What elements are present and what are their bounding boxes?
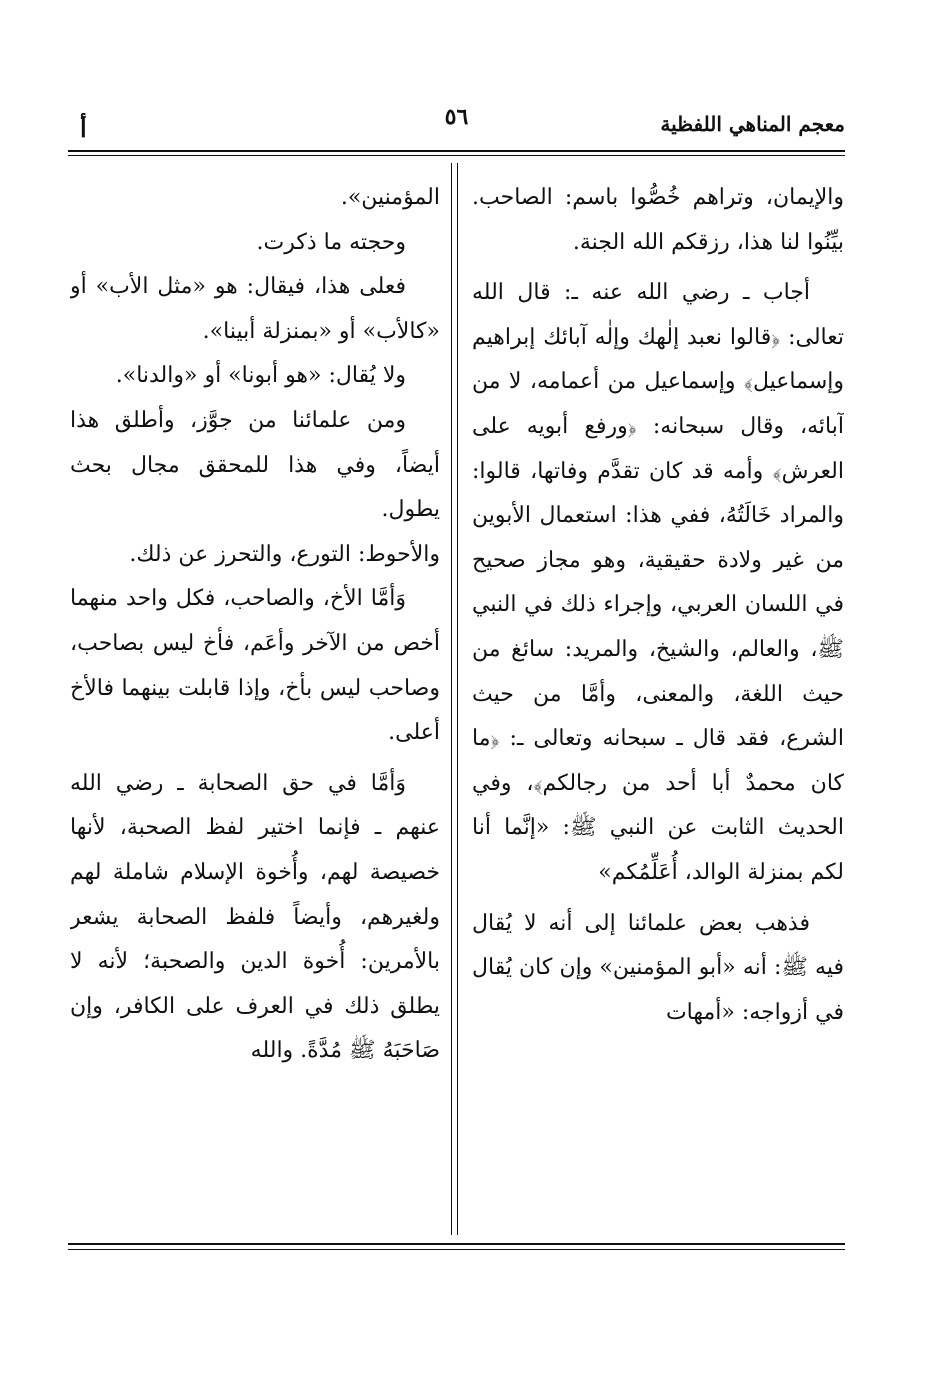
- paragraph: وحجته ما ذكرت.: [256, 229, 406, 255]
- paragraph: ولا يُقال: «هو أبونا» أو «والدنا».: [115, 363, 406, 389]
- header-rule-thick: [68, 150, 845, 152]
- left-text-column: [70, 176, 440, 1238]
- paragraph: والإيمان، وتراهم خُصُّوا باسم: الصاحب. بيِّنُوا لنا هذا، رزقكم الله الجنة.: [472, 185, 844, 255]
- paragraph: المؤمنين».: [340, 185, 440, 210]
- paragraph: فذهب بعض علمائنا إلى أنه لا يُقال فيه ﷺ: أنه «أبو المؤمنين» وإن كان يُقال في أزواجه: «أمهات: [472, 910, 844, 1025]
- page-number: ٥٦: [444, 104, 469, 130]
- running-title: معجم المناهي اللفظية: [660, 112, 845, 136]
- paragraph: فعلى هذا، فيقال: هو «مثل الأب» أو «كالأب» أو «بمنزلة أبينا».: [70, 274, 440, 344]
- section-letter-mark: أ: [80, 114, 87, 143]
- paragraph: ومن علمائنا من جوَّز، وأطلق هذا أيضاً، وفي هذا للمحقق مجال بحث يطول.: [70, 407, 440, 523]
- header-rule-thin: [68, 155, 845, 156]
- footer-rule-thin: [68, 1249, 845, 1250]
- column-separator: [457, 163, 458, 1235]
- page-header: [68, 104, 845, 148]
- paragraph: أجاب ـ رضي الله عنه ـ: قال الله تعالى: ﴿قالوا نعبد إلٰهك وإلٰه آبائك إبراهيم وإسماعيل﴾ وإسماعيل من أعمامه، لا من آبائه، وقال سبحانه: ﴿ورفع أبويه على العرش﴾ وأمه قد كان تقدَّم وفاتها، قالوا: والمراد خَالَتُهُ، ففي هذا: استعمال الأبوين من غير ولادة حقيقية، وهو مجاز صحيح في اللسان العربي، وإجراء ذلك في النبي ﷺ، والعالم، والشيخ، والمريد: سائغ من حيث اللغة، والمعنى، وأمَّا من حيث الشرع، فقد قال ـ سبحانه وتعالى ـ: ﴿ما كان محمدٌ أبا أحد من رجالكم﴾، وفي الحديث الثابت عن النبي ﷺ: «إنَّما أنا لكم بمنزلة الوالد، أُعَلِّمُكم»: [472, 280, 844, 885]
- column-separator: [451, 163, 452, 1235]
- right-text-column: [472, 176, 844, 1238]
- paragraph: وَأمَّا في حق الصحابة ـ رضي الله عنهم ـ فإنما اختير لفظ الصحبة، لأنها خصيصة لهم، وأُخوة الإسلام شاملة لهم ولغيرهم، وأيضاً فلفظ الصحابة يشعر بالأمرين: أُخوة الدين والصحبة؛ لأنه لا يطلق ذلك في العرف على الكافر، وإن صَاحَبَهُ ﷺ مُدَّةً. والله: [70, 770, 440, 1064]
- paragraph: والأحوط: التورع، والتحرز عن ذلك.: [129, 541, 440, 567]
- footer-rule-thick: [68, 1243, 845, 1245]
- paragraph: وَأمَّا الأخ، والصاحب، فكل واحد منهما أخص من الآخر وأعَم، فأخ ليس بصاحب، وصاحب ليس بأخ، وإذا قابلت بينهما فالأخ أعلى.: [70, 586, 440, 746]
